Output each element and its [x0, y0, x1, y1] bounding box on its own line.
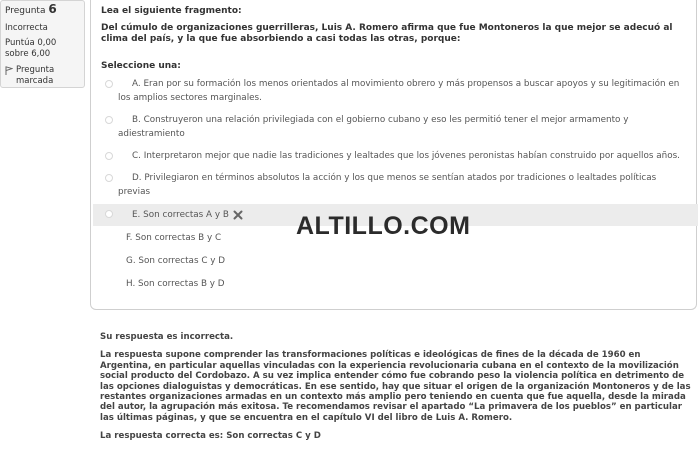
- feedback-body: La respuesta supone comprender las transformaciones políticas e ideológicas de fines de la década de 1960 en Argentina, en particular aquellas vinculadas con la experiencia revolucionaria cubana en el contexto de la movilización social producto del Cordobazo. A su vez implica entender cómo fue cobrando peso la violencia política en detrimento de las opciones dialoguistas y democráticas. En ese sentido, hay que situar el origen de la organización Montoneros y de las restantes organizaciones armadas en un contexto más amplio pero teniendo en cuenta que fue aquella, desde la mirada del autor, la agrupación más exitosa. Te recomendamos revisar el apartado “La primavera de los pueblos” en particular las últimas páginas, y que se encuentra en el capítulo VI del libro de Luis A. Romero.: [100, 350, 691, 423]
- radio-b[interactable]: [105, 116, 113, 124]
- answer-option-b[interactable]: [101, 110, 686, 144]
- answer-option-g-label: G. Son correctas C y D: [126, 256, 226, 266]
- question-state: Incorrecta: [5, 23, 48, 33]
- question-number: [5, 4, 80, 17]
- question-grade: Puntúa 0,00 sobre 6,00: [5, 38, 57, 59]
- flag-label: Pregunta marcada: [16, 65, 55, 86]
- incorrect-x-icon: [233, 210, 243, 220]
- question-info-panel: [0, 0, 85, 88]
- answer-option-f-label: F. Son correctas B y C: [126, 233, 222, 243]
- question-number-value: 6: [48, 2, 57, 16]
- answer-option-b-label: B. Construyeron una relación privilegiada con el gobierno cubano y eso les permitió tener el mejor armamento y adiestramiento: [118, 115, 629, 139]
- answer-option-d-label: D. Privilegiaron en términos absolutos la acción y los que menos se sentían atados por tradiciones o lealtades políticas previas: [118, 173, 657, 197]
- answer-option-h-label: H. Son correctas B y D: [126, 279, 225, 289]
- answer-option-e-label: E. Son correctas A y B: [132, 210, 229, 220]
- question-prefix: Pregunta: [5, 6, 46, 16]
- answer-option-a-label: A. Eran por su formación los menos orientados al movimiento obrero y más propensos a buscar apoyos y su legitimación en los amplios sectores marginales.: [118, 79, 680, 103]
- answer-option-d[interactable]: [101, 168, 686, 202]
- answer-options: [101, 74, 686, 295]
- flag-question-toggle[interactable]: [5, 65, 80, 87]
- radio-e[interactable]: [105, 210, 113, 218]
- correct-answer: La respuesta correcta es: Son correctas C y D: [100, 431, 321, 442]
- radio-c[interactable]: [105, 152, 113, 160]
- flag-icon: [5, 66, 13, 75]
- question-content: [90, 0, 697, 310]
- question-text: Del cúmulo de organizaciones guerrilleras, Luis A. Romero afirma que fue Montoneros la que mejor se adecuó al clima del país, y la que fue absorbiendo a casi todas las otras, porque:: [101, 23, 673, 44]
- answer-option-a[interactable]: [101, 74, 686, 108]
- radio-d[interactable]: [105, 174, 113, 182]
- answer-option-h[interactable]: [101, 273, 686, 295]
- feedback-title: Su respuesta es incorrecta.: [100, 332, 234, 342]
- select-prompt: Seleccione una:: [101, 61, 181, 71]
- answer-option-c[interactable]: [101, 146, 686, 166]
- answer-option-g[interactable]: [101, 250, 686, 272]
- question-intro: Lea el siguiente fragmento:: [101, 6, 242, 16]
- altillo-watermark: ALTILLO.COM: [296, 212, 471, 240]
- radio-a[interactable]: [105, 80, 113, 88]
- answer-option-c-label: C. Interpretaron mejor que nadie las tradiciones y lealtades que los jóvenes peronistas habían construido por aquellos años.: [132, 151, 680, 161]
- feedback-panel: [100, 332, 692, 442]
